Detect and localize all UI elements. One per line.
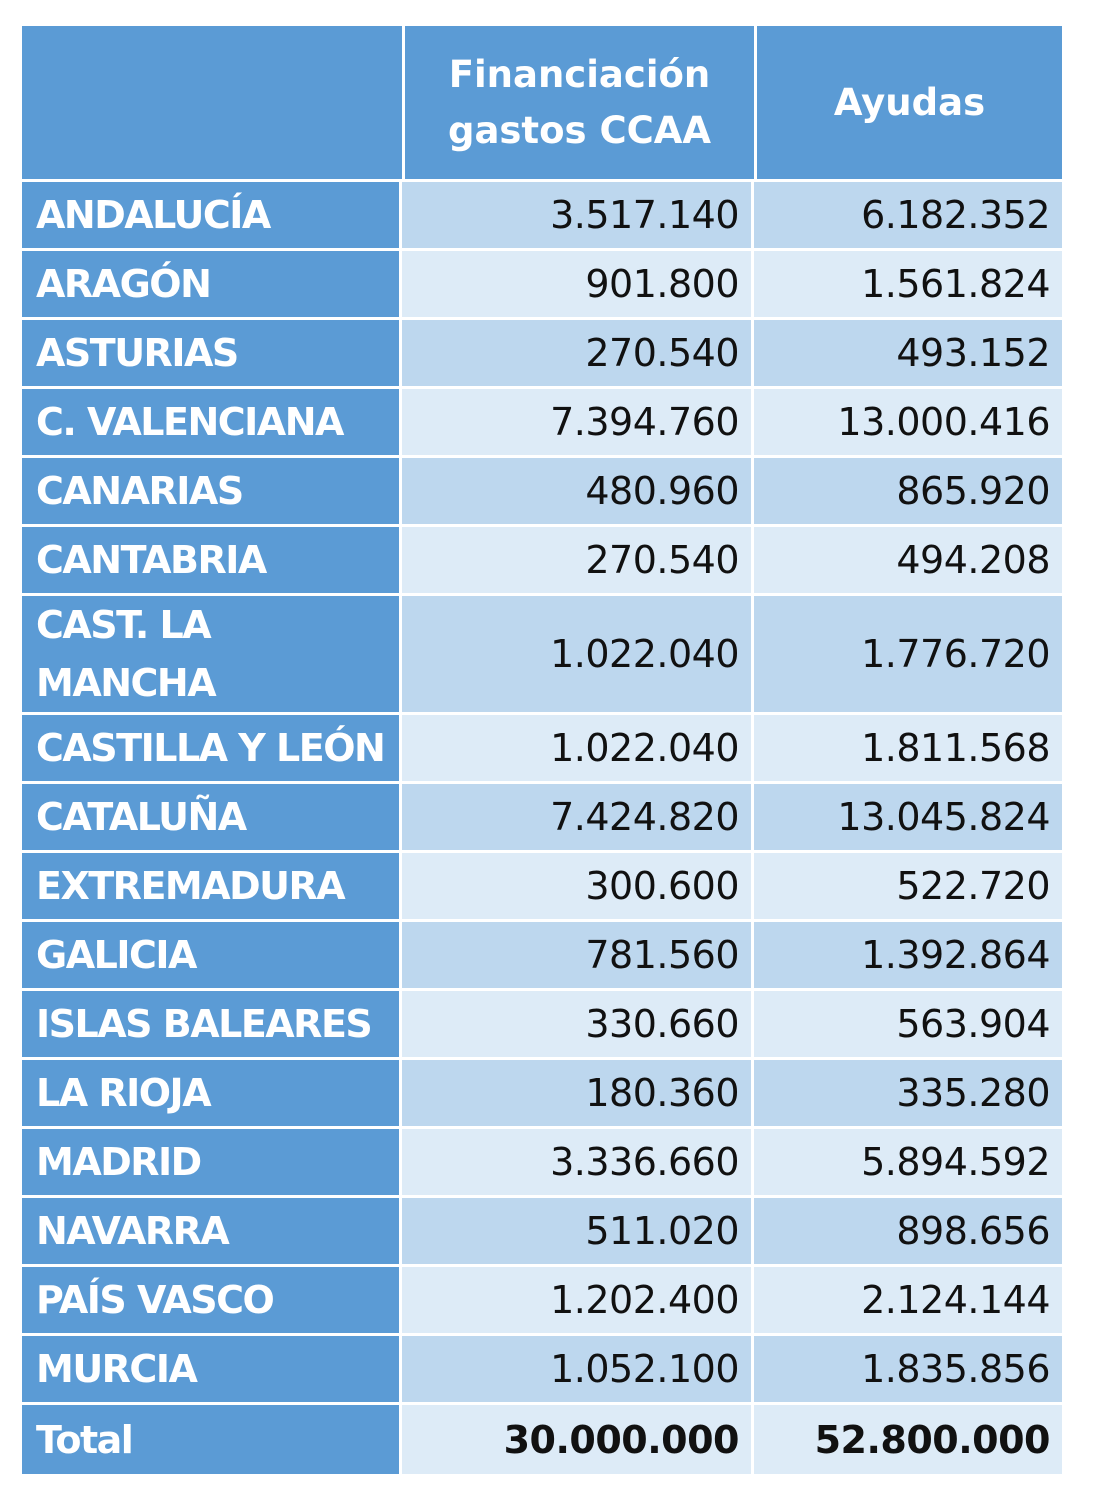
- region-name: EXTREMADURA: [22, 853, 402, 922]
- total-financiacion: 30.000.000: [402, 1405, 754, 1474]
- table-row: [22, 389, 1062, 458]
- financiacion-value: 511.020: [402, 1198, 754, 1267]
- financiacion-value: 1.022.040: [402, 715, 754, 784]
- table-row: [22, 458, 1062, 527]
- table-row: [22, 784, 1062, 853]
- table-row: [22, 853, 1062, 922]
- table-row: [22, 596, 1062, 715]
- table-row: [22, 991, 1062, 1060]
- ayudas-value: 1.811.568: [754, 715, 1062, 784]
- financiacion-value: 480.960: [402, 458, 754, 527]
- region-name: C. VALENCIANA: [22, 389, 402, 458]
- table-row: [22, 1198, 1062, 1267]
- table-row: [22, 715, 1062, 784]
- ayudas-value: 494.208: [754, 527, 1062, 596]
- ayudas-value: 335.280: [754, 1060, 1062, 1129]
- region-name: CATALUÑA: [22, 784, 402, 853]
- table-row: [22, 251, 1062, 320]
- table-row: [22, 1060, 1062, 1129]
- region-name: ISLAS BALEARES: [22, 991, 402, 1060]
- region-name: ASTURIAS: [22, 320, 402, 389]
- financiacion-value: 7.394.760: [402, 389, 754, 458]
- total-label: Total: [22, 1405, 402, 1474]
- ayudas-value: 1.776.720: [754, 596, 1062, 715]
- table-row: [22, 320, 1062, 389]
- ayudas-value: 898.656: [754, 1198, 1062, 1267]
- financiacion-value: 901.800: [402, 251, 754, 320]
- financiacion-value: 3.336.660: [402, 1129, 754, 1198]
- financiacion-value: 270.540: [402, 527, 754, 596]
- financiacion-value: 781.560: [402, 922, 754, 991]
- ayudas-value: 522.720: [754, 853, 1062, 922]
- region-name: PAÍS VASCO: [22, 1267, 402, 1336]
- region-name: CASTILLA Y LEÓN: [22, 715, 402, 784]
- financiacion-value: 180.360: [402, 1060, 754, 1129]
- financiacion-value: 1.022.040: [402, 596, 754, 715]
- header-region: [22, 26, 402, 182]
- ayudas-value: 5.894.592: [754, 1129, 1062, 1198]
- financiacion-value: 330.660: [402, 991, 754, 1060]
- financiacion-value: 300.600: [402, 853, 754, 922]
- ayudas-value: 6.182.352: [754, 182, 1062, 251]
- ayudas-value: 2.124.144: [754, 1267, 1062, 1336]
- region-name: MADRID: [22, 1129, 402, 1198]
- region-name: ARAGÓN: [22, 251, 402, 320]
- ayudas-value: 563.904: [754, 991, 1062, 1060]
- ayudas-value: 493.152: [754, 320, 1062, 389]
- region-name: MURCIA: [22, 1336, 402, 1405]
- table-row: [22, 1336, 1062, 1405]
- header-ayudas: Ayudas: [754, 26, 1062, 182]
- header-financiacion: Financiación gastos CCAA: [402, 26, 754, 182]
- financiacion-value: 1.202.400: [402, 1267, 754, 1336]
- total-ayudas: 52.800.000: [754, 1405, 1062, 1474]
- total-row: [22, 1405, 1062, 1474]
- ayudas-value: 1.835.856: [754, 1336, 1062, 1405]
- ayudas-value: 865.920: [754, 458, 1062, 527]
- table-row: [22, 182, 1062, 251]
- region-name: CANARIAS: [22, 458, 402, 527]
- ayudas-value: 1.561.824: [754, 251, 1062, 320]
- region-name: CANTABRIA: [22, 527, 402, 596]
- table-row: [22, 1129, 1062, 1198]
- funding-table: [22, 26, 1062, 1474]
- header-row: [22, 26, 1062, 182]
- ayudas-value: 13.000.416: [754, 389, 1062, 458]
- financiacion-value: 270.540: [402, 320, 754, 389]
- region-name: GALICIA: [22, 922, 402, 991]
- region-name: NAVARRA: [22, 1198, 402, 1267]
- region-name: LA RIOJA: [22, 1060, 402, 1129]
- financiacion-value: 1.052.100: [402, 1336, 754, 1405]
- table-row: [22, 1267, 1062, 1336]
- region-name: ANDALUCÍA: [22, 182, 402, 251]
- financiacion-value: 7.424.820: [402, 784, 754, 853]
- table-row: [22, 922, 1062, 991]
- region-name: CAST. LA MANCHA: [22, 596, 402, 715]
- ayudas-value: 1.392.864: [754, 922, 1062, 991]
- financiacion-value: 3.517.140: [402, 182, 754, 251]
- table-row: [22, 527, 1062, 596]
- ayudas-value: 13.045.824: [754, 784, 1062, 853]
